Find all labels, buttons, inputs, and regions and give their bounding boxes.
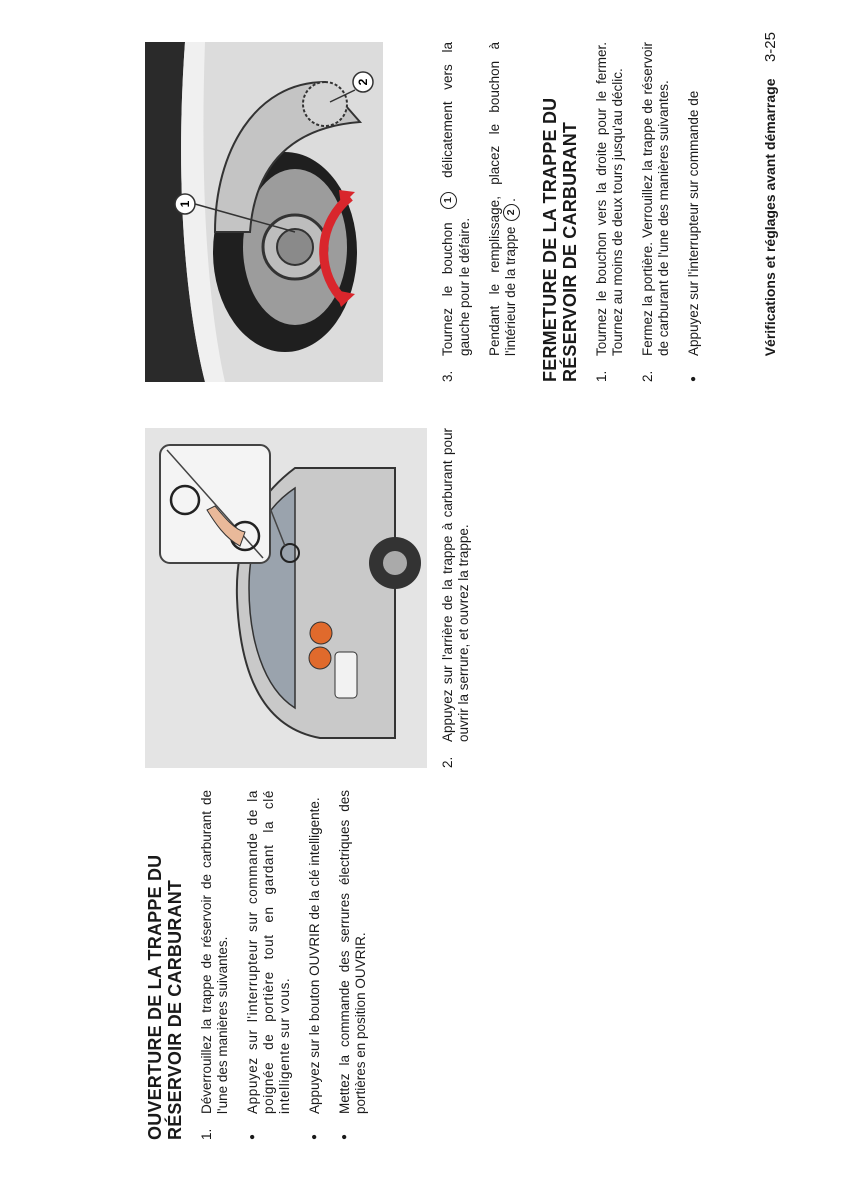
bullet-mark: ● [339,1133,350,1140]
title-line-2: RÉSERVOIR DE CARBURANT [560,121,580,382]
column-closing [440,42,716,382]
step-text-part: Tournez le bouchon [440,222,456,356]
note-text: Pendant le remplissage, placez le bouchon à l'intérieur de la trappe [487,42,519,356]
title-line-2: RÉSERVOIR DE CARBURANT [165,879,185,1140]
step-2 [440,428,472,768]
section-title-opening [145,790,185,1140]
step-text: Appuyez sur l'arrière de la trappe à carburant pour ouvrir la serrure, et ouvrez la trappe. [440,428,471,742]
filling-note [487,42,520,356]
closing-step-1 [594,42,626,382]
step-text [440,42,473,356]
fuel-cap-illustration [145,42,383,382]
bullet-text: Appuyez sur l'interrupteur sur commande de [686,90,701,356]
column-step-2 [440,428,486,768]
step-number: 2. [640,370,655,382]
footer-section-title: Vérifications et réglages avant démarrage [762,78,778,357]
callout-1: 1 [178,200,192,208]
page-number: 3-25 [762,32,779,63]
callout-2-inline: 2 [503,204,520,221]
step-text: Tournez le bouchon vers la droite pour le fermer. Tournez au moins de deux tours jusqu'au déclic. [594,42,625,356]
callout-1-inline: 1 [440,192,457,209]
bullet-item-1 [245,790,293,1140]
step-1 [199,790,231,1140]
step-number: 2. [440,756,455,768]
closing-step-2 [640,42,672,382]
bullet-mark: ● [309,1133,320,1140]
title-line-1: OUVERTURE DE LA TRAPPE DU [145,854,165,1140]
step-number: 1. [594,370,609,382]
step-text: Fermez la portière. Verrouillez la trappe de réservoir de carburant de l'une des manières suivantes. [640,42,671,356]
car-rear-drawing [145,428,427,768]
callout-2: 2 [356,78,370,86]
closing-bullet [686,42,702,382]
bullet-mark: ● [688,375,699,382]
bullet-text: Appuyez sur le bouton OUVRIR de la clé intelligente. [307,797,322,1114]
bullet-mark: ● [247,1133,258,1140]
bullet-item-2 [307,790,323,1140]
step-3 [440,42,473,382]
step-number: 3. [440,370,455,382]
bullet-item-3 [337,790,369,1140]
note-text-end: . [503,198,519,202]
bullet-text: Mettez la commande des serrures électriques des portières en position OUVRIR. [337,790,368,1114]
fuel-cap-drawing [145,42,383,382]
page-footer [762,32,780,412]
step-number: 1. [199,1128,214,1140]
section-title-closing [540,42,580,382]
title-line-1: FERMETURE DE LA TRAPPE DU [540,97,560,382]
car-illustration [145,428,427,768]
step-text-part: délicatement vers la gauche pour le défaire. [440,42,472,356]
column-opening [145,790,383,1140]
bullet-text: Appuyez sur l'interrupteur sur commande de la poignée de portière tout en gardant la clé intelligente sur vous. [245,790,292,1114]
step-text: Déverrouillez la trappe de réservoir de carburant de l'une des manières suivantes. [199,790,230,1114]
